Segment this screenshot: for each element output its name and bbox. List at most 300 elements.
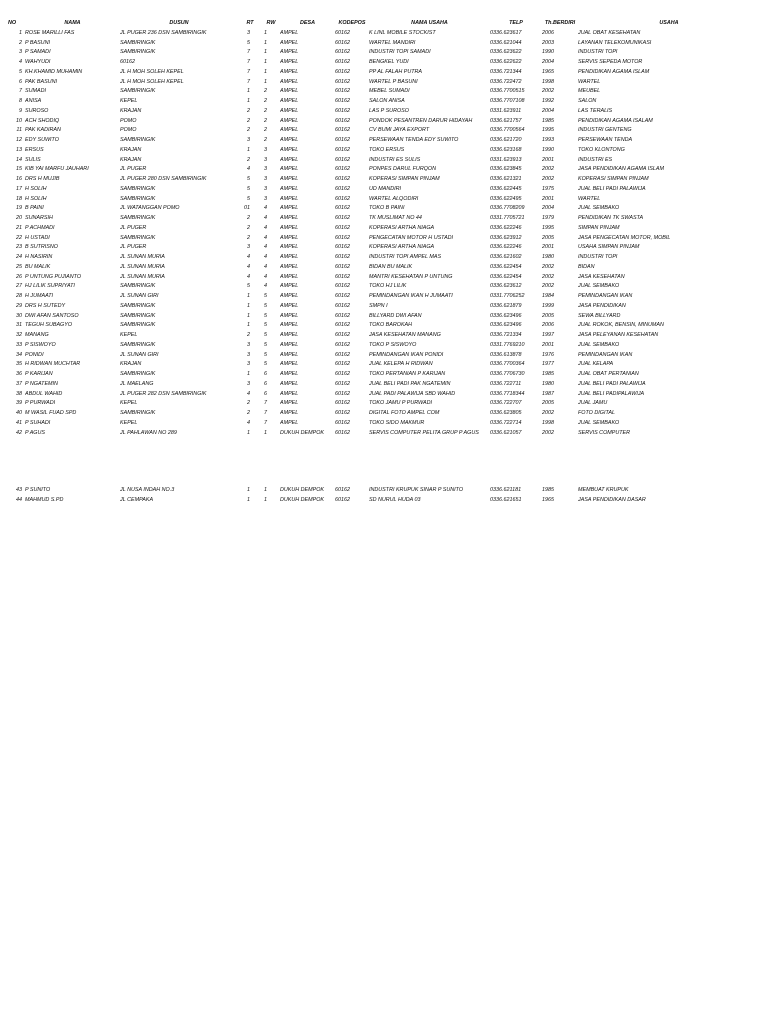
dusun-cell: SAMBIRINGIK — [120, 49, 156, 56]
dusun-cell: JL H MOH SOLEH KEPEL — [120, 78, 184, 85]
nama-cell: P UNTUNG PUJIANTO — [25, 273, 82, 280]
telp-cell: 0336.7706730 — [490, 371, 525, 377]
kodepos-cell: 60162 — [335, 410, 350, 416]
no-cell: 32 — [16, 332, 22, 338]
desa-cell: AMPEL — [280, 117, 299, 124]
nama-cell: DRS H MUJIB — [25, 176, 60, 182]
desa-cell: AMPEL — [280, 146, 299, 153]
nama-usaha-cell: CV BUMI JAYA EXPORT — [369, 127, 430, 134]
no-cell: 16 — [16, 176, 22, 182]
nama-cell: P BASUNI — [25, 39, 50, 46]
rw-cell: 4 — [264, 234, 267, 241]
nama-cell: SUMADI — [25, 88, 46, 95]
telp-cell: 0331.7705721 — [490, 215, 525, 221]
desa-cell: AMPEL — [280, 263, 299, 270]
desa-cell: DUKUH DEMPOK — [280, 487, 325, 493]
usaha-cell: JUAL ROKOK, BENSIN, MINUMAN — [578, 322, 664, 329]
dusun-cell: JL SUNAN MURIA — [120, 273, 165, 280]
rt-cell: 4 — [247, 419, 250, 426]
usaha-cell: LAS TERALIS — [578, 107, 613, 114]
nama-usaha-cell: TOKO BAROKAH — [369, 322, 413, 329]
dusun-cell: SAMBIRINGIK — [120, 322, 156, 329]
rt-cell: 5 — [247, 185, 250, 192]
desa-cell: AMPEL — [280, 254, 299, 260]
kodepos-cell: 60162 — [335, 156, 350, 163]
no-cell: 6 — [19, 78, 22, 85]
dusun-cell: JL H MOH SOLEH KEPEL — [120, 68, 184, 75]
header-rw: RW — [266, 20, 276, 26]
no-cell: 11 — [16, 127, 22, 134]
desa-cell: AMPEL — [280, 273, 299, 280]
nama-cell: PAK KADIRAN — [25, 127, 61, 134]
telp-cell: 0336.621651 — [490, 496, 522, 503]
no-cell: 38 — [16, 390, 22, 397]
usaha-cell: KOPERASI SIMPAN PINJAM — [578, 176, 649, 182]
usaha-cell: JUAL OBAT KESEHATAN — [578, 29, 641, 36]
usaha-cell: PENDIDIKAN TK SWASTA — [578, 215, 644, 221]
nama-cell: P SUHADI — [25, 419, 51, 426]
kodepos-cell: 60162 — [335, 341, 350, 348]
no-cell: 37 — [16, 380, 22, 387]
usaha-cell: JUAL SEMBAKO — [578, 205, 620, 212]
rw-cell: 6 — [264, 390, 267, 397]
table-row — [8, 331, 760, 341]
rt-cell: 1 — [247, 429, 250, 436]
kodepos-cell: 60162 — [335, 137, 350, 143]
dusun-cell: JL MAELANG — [120, 380, 154, 387]
th-berdiri-cell: 2005 — [542, 312, 554, 319]
nama-cell: P SISWOYO — [25, 341, 56, 348]
th-berdiri-cell: 1977 — [542, 361, 554, 368]
rt-cell: 3 — [247, 244, 250, 251]
nama-cell: P NGATEMIN — [25, 380, 58, 387]
nama-cell: PONIDI — [25, 351, 44, 358]
desa-cell: AMPEL — [280, 371, 299, 377]
rt-cell: 2 — [247, 400, 250, 407]
table-row — [8, 87, 760, 97]
desa-cell: AMPEL — [280, 244, 299, 251]
rt-cell: 1 — [247, 487, 250, 493]
telp-cell: 0336.623168 — [490, 146, 522, 153]
header-nama: NAMA — [64, 20, 81, 26]
nama-cell: SUROSO — [25, 107, 49, 114]
kodepos-cell: 60162 — [335, 234, 350, 241]
dusun-cell: SAMBIRINGIK — [120, 137, 156, 143]
table-row — [8, 117, 760, 127]
nama-usaha-cell: TOKO HJ LILIK — [369, 283, 407, 290]
desa-cell: AMPEL — [280, 332, 299, 338]
nama-usaha-cell: K LINL MOBILE STOCKIST — [369, 29, 436, 36]
rw-cell: 3 — [264, 195, 267, 202]
dusun-cell: KRAJAN — [120, 146, 142, 153]
usaha-cell: JUAL OBAT PERTANIAN — [578, 371, 639, 377]
kodepos-cell: 60162 — [335, 361, 350, 368]
dusun-cell: JL PAHLAWAN NO 289 — [120, 429, 177, 436]
rw-cell: 2 — [264, 98, 267, 104]
telp-cell: 0336.623912 — [490, 234, 522, 241]
rt-cell: 2 — [247, 234, 250, 241]
rw-cell: 5 — [264, 322, 267, 329]
telp-cell: 0336.622246 — [490, 244, 522, 251]
rt-cell: 2 — [247, 410, 250, 416]
kodepos-cell: 60162 — [335, 59, 350, 65]
nama-cell: P AGUS — [25, 429, 45, 436]
rt-cell: 3 — [247, 29, 250, 36]
no-cell: 10 — [16, 117, 22, 124]
kodepos-cell: 60162 — [335, 283, 350, 290]
table-row — [8, 78, 760, 88]
header-rt: RT — [246, 20, 254, 26]
table-row — [8, 185, 760, 195]
desa-cell: AMPEL — [280, 127, 299, 134]
kodepos-cell: 60162 — [335, 185, 350, 192]
usaha-cell: WARTEL — [578, 78, 601, 85]
nama-usaha-cell: SALON ANISA — [369, 98, 405, 104]
rw-cell: 1 — [264, 429, 267, 436]
th-berdiri-cell: 1985 — [542, 117, 554, 124]
table-row — [8, 204, 760, 214]
nama-usaha-cell: INDUSTRI TOPI SAMADI — [369, 49, 431, 56]
nama-usaha-cell: TK MUSLIMAT NO 44 — [369, 215, 422, 221]
table-row — [8, 496, 760, 506]
no-cell: 25 — [16, 263, 22, 270]
table-row — [8, 68, 760, 78]
telp-cell: 0336.7700564 — [490, 127, 525, 134]
desa-cell: AMPEL — [280, 215, 299, 221]
rt-cell: 5 — [247, 39, 250, 46]
kodepos-cell: 60162 — [335, 273, 350, 280]
no-cell: 14 — [16, 156, 22, 163]
usaha-cell: JUAL BELI PADIPALAWIJA — [578, 390, 645, 397]
usaha-cell: SIMPAN PINJAM — [578, 224, 620, 231]
dusun-cell: KRAJAN — [120, 361, 142, 368]
rw-cell: 2 — [264, 107, 267, 114]
rt-cell: 01 — [244, 205, 250, 212]
th-berdiri-cell: 1965 — [542, 68, 554, 75]
rw-cell: 1 — [264, 68, 267, 75]
rw-cell: 2 — [264, 88, 267, 95]
rw-cell: 1 — [264, 49, 267, 56]
nama-usaha-cell: KOPERASI ARTHA NIAGA — [369, 244, 435, 251]
telp-cell: 0336.623496 — [490, 312, 522, 319]
nama-cell: DWI AFAN SANTOSO — [25, 312, 79, 319]
table-row — [8, 97, 760, 107]
nama-cell: KH.KHAMID MUHAMIN — [25, 68, 83, 75]
usaha-cell: SERVIS COMPUTER — [578, 429, 631, 436]
header-desa: DESA — [300, 20, 315, 26]
table-row — [8, 282, 760, 292]
rt-cell: 3 — [247, 361, 250, 368]
dusun-cell: KEPEL — [120, 98, 138, 104]
dusun-cell: JL NUSA INDAH NO.3 — [120, 487, 175, 493]
nama-cell: DRS H SUTEDY — [25, 302, 66, 309]
kodepos-cell: 60162 — [335, 351, 350, 358]
rt-cell: 3 — [247, 341, 250, 348]
th-berdiri-cell: 1987 — [542, 390, 554, 397]
desa-cell: AMPEL — [280, 49, 299, 56]
nama-cell: P SUNITO — [25, 487, 51, 493]
rt-cell: 2 — [247, 332, 250, 338]
rw-cell: 7 — [264, 400, 267, 407]
no-cell: 44 — [16, 496, 22, 503]
telp-cell: 0336.7708209 — [490, 205, 525, 212]
rt-cell: 4 — [247, 273, 250, 280]
nama-usaha-cell: INDUSTRI ES SULIS — [369, 156, 421, 163]
usaha-cell: LAYANAN TELEKOMUNIKASI — [578, 39, 652, 46]
usaha-cell: FOTO DIGITAL — [578, 410, 615, 416]
dusun-cell: POMO — [120, 127, 137, 134]
no-cell: 8 — [19, 98, 22, 104]
table-row — [8, 292, 760, 302]
no-cell: 17 — [16, 185, 22, 192]
nama-cell: PAK BASUNI — [25, 78, 57, 85]
telp-cell: 0336.621321 — [490, 176, 522, 182]
table-row — [8, 429, 760, 439]
no-cell: 9 — [19, 107, 22, 114]
th-berdiri-cell: 2004 — [542, 59, 554, 65]
th-berdiri-cell: 2003 — [542, 39, 554, 46]
th-berdiri-cell: 1979 — [542, 215, 554, 221]
kodepos-cell: 60162 — [335, 39, 350, 46]
usaha-cell: JUAL SEMBAKO — [578, 283, 620, 290]
no-cell: 18 — [16, 195, 22, 202]
table-row — [8, 29, 760, 39]
kodepos-cell: 60162 — [335, 371, 350, 377]
no-cell: 2 — [19, 39, 22, 46]
kodepos-cell: 60162 — [335, 224, 350, 231]
kodepos-cell: 60162 — [335, 195, 350, 202]
kodepos-cell: 60162 — [335, 429, 350, 436]
usaha-cell: SALON — [578, 98, 597, 104]
th-berdiri-cell: 2002 — [542, 410, 554, 416]
header-no: NO — [8, 20, 17, 26]
dusun-cell: SAMBIRINGIK — [120, 341, 156, 348]
kodepos-cell: 60162 — [335, 302, 350, 309]
kodepos-cell: 60162 — [335, 98, 350, 104]
nama-usaha-cell: BIDAN BU MALIK — [369, 263, 413, 270]
kodepos-cell: 60162 — [335, 176, 350, 182]
table-row — [8, 263, 760, 273]
table-row — [8, 341, 760, 351]
rw-cell: 7 — [264, 419, 267, 426]
no-cell: 12 — [16, 137, 22, 143]
table-body-continued — [8, 486, 760, 506]
header-row — [8, 19, 760, 29]
no-cell: 40 — [16, 410, 22, 416]
kodepos-cell: 60162 — [335, 400, 350, 407]
dusun-cell: SAMBIRINGIK — [120, 185, 156, 192]
dusun-cell: JL PUGER — [120, 244, 147, 251]
usaha-cell: JUAL JAMU — [578, 400, 608, 407]
telp-cell: 0336.623617 — [490, 29, 522, 36]
nama-usaha-cell: SMPN I — [369, 302, 388, 309]
dusun-cell: SAMBIRINGIK — [120, 39, 156, 46]
usaha-cell: BIDAN — [578, 263, 595, 270]
desa-cell: AMPEL — [280, 156, 299, 163]
rt-cell: 4 — [247, 254, 250, 260]
rw-cell: 4 — [264, 273, 267, 280]
kodepos-cell: 60162 — [335, 380, 350, 387]
kodepos-cell: 60162 — [335, 487, 350, 493]
usaha-cell: PEMINDANGAN IKAN — [578, 293, 633, 299]
rt-cell: 1 — [247, 98, 250, 104]
nama-cell: MANANG — [25, 332, 49, 338]
rt-cell: 5 — [247, 176, 250, 182]
usaha-cell: INDUSTRI TOPI — [578, 254, 618, 260]
nama-cell: MAHMUD S.PD — [25, 496, 64, 503]
th-berdiri-cell: 1998 — [542, 419, 554, 426]
table-row — [8, 48, 760, 58]
dusun-cell: KEPEL — [120, 419, 138, 426]
telp-cell: 0336.722714 — [490, 419, 522, 426]
dusun-cell: KEPEL — [120, 332, 138, 338]
table-row — [8, 136, 760, 146]
no-cell: 23 — [16, 244, 22, 251]
nama-usaha-cell: PEMINDANGAN IKAN H JUMAATI — [369, 293, 453, 299]
usaha-cell: JASA PENDIDIKAN AGAMA ISLAM — [578, 166, 664, 173]
rw-cell: 1 — [264, 29, 267, 36]
nama-usaha-cell: MANTRI KESEHATAN P UNTUNG — [369, 273, 453, 280]
rt-cell: 2 — [247, 107, 250, 114]
nama-usaha-cell: KOPERASI SIMPAN PINJAM — [369, 176, 440, 182]
desa-cell: AMPEL — [280, 400, 299, 407]
usaha-cell: JUAL SEMBAKO — [578, 419, 620, 426]
table-row — [8, 195, 760, 205]
rt-cell: 2 — [247, 127, 250, 134]
dusun-cell: SAMBIRINGIK — [120, 371, 156, 377]
table-row — [8, 175, 760, 185]
rt-cell: 4 — [247, 263, 250, 270]
dusun-cell: SAMBIRINGIK — [120, 283, 156, 290]
telp-cell: 0331.623913 — [490, 156, 522, 163]
rw-cell: 2 — [264, 117, 267, 124]
th-berdiri-cell: 2005 — [542, 400, 554, 407]
kodepos-cell: 60162 — [335, 419, 350, 426]
rt-cell: 2 — [247, 224, 250, 231]
table-row — [8, 107, 760, 117]
rt-cell: 1 — [247, 371, 250, 377]
rw-cell: 4 — [264, 215, 267, 221]
header-th-berdiri: Th.BERDIRI — [544, 20, 576, 26]
rw-cell: 1 — [264, 39, 267, 46]
nama-cell: HJ LILIK SUPRIYATI — [25, 283, 75, 290]
th-berdiri-cell: 1976 — [542, 351, 554, 358]
dusun-cell: JL PUGER 236 DSN SAMBIRINGIK — [120, 29, 207, 36]
th-berdiri-cell: 2002 — [542, 273, 554, 280]
nama-cell: ROSE MARILLI FAS — [25, 29, 75, 36]
th-berdiri-cell: 2006 — [542, 29, 554, 36]
rt-cell: 7 — [247, 68, 250, 75]
telp-cell: 0336.721344 — [490, 68, 522, 75]
nama-usaha-cell: BENGKEL YUDI — [369, 59, 409, 65]
desa-cell: AMPEL — [280, 361, 299, 368]
nama-usaha-cell: WARTEL MANDIRI — [369, 39, 416, 46]
nama-usaha-cell: KOPERASI ARTHA NIAGA — [369, 224, 435, 231]
telp-cell: 0336.722472 — [490, 78, 522, 85]
no-cell: 5 — [19, 68, 22, 75]
dusun-cell: SAMBIRINGIK — [120, 410, 156, 416]
nama-usaha-cell: JUAL BELI PADI PAK NGATEMIN — [369, 380, 451, 387]
nama-cell: ACH SHODIQ — [25, 117, 60, 124]
no-cell: 36 — [16, 371, 22, 377]
th-berdiri-cell: 1980 — [542, 380, 554, 387]
th-berdiri-cell: 1999 — [542, 302, 554, 309]
telp-cell: 0336.7700364 — [490, 361, 525, 368]
dusun-cell: SAMBIRINGIK — [120, 215, 156, 221]
telp-cell: 0336.622246 — [490, 224, 522, 231]
usaha-cell: PERSEWAAN TENDA — [578, 137, 633, 143]
usaha-cell: TOKO KLONTONG — [578, 146, 625, 153]
desa-cell: AMPEL — [280, 195, 299, 202]
desa-cell: AMPEL — [280, 380, 299, 387]
table-row — [8, 390, 760, 400]
dusun-cell: KRAJAN — [120, 156, 142, 163]
no-cell: 20 — [16, 215, 22, 221]
nama-usaha-cell: JASA KESEHATAN MANANG — [369, 332, 441, 338]
nama-usaha-cell: TOKO ERSUS — [369, 146, 405, 153]
telp-cell: 0336.621879 — [490, 302, 522, 309]
nama-cell: H SOLIH — [25, 195, 47, 202]
kodepos-cell: 60162 — [335, 78, 350, 85]
nama-cell: ANISA — [25, 98, 42, 104]
nama-cell: EDY SUWITO — [25, 137, 59, 143]
rt-cell: 1 — [247, 146, 250, 153]
th-berdiri-cell: 1995 — [542, 127, 554, 134]
usaha-cell: JASA PENDIDIKAN DASAR — [578, 496, 646, 503]
nama-usaha-cell: TOKO B PAINI — [369, 205, 405, 212]
table-row — [8, 409, 760, 419]
rw-cell: 5 — [264, 312, 267, 319]
rt-cell: 3 — [247, 380, 250, 387]
th-berdiri-cell: 1993 — [542, 137, 554, 143]
rw-cell: 1 — [264, 59, 267, 65]
table-row — [8, 360, 760, 370]
table-row — [8, 351, 760, 361]
no-cell: 31 — [16, 322, 22, 329]
rt-cell: 4 — [247, 390, 250, 397]
rt-cell: 5 — [247, 283, 250, 290]
nama-usaha-cell: TOKO PERTANIAN P KARIJAN — [369, 371, 446, 377]
nama-cell: ABDUL WAHID — [25, 390, 63, 397]
nama-usaha-cell: UD MANDIRI — [369, 185, 402, 192]
no-cell: 42 — [16, 429, 22, 436]
dusun-cell: JL SUNAN GIRI — [120, 293, 159, 299]
nama-usaha-cell: PERSEWAAN TENDA EDY SUWITO — [369, 137, 459, 143]
table-row — [8, 321, 760, 331]
table-row — [8, 243, 760, 253]
rt-cell: 3 — [247, 137, 250, 143]
th-berdiri-cell: 2004 — [542, 205, 554, 212]
usaha-cell: MEMBUAT KRUPUK — [578, 487, 629, 493]
telp-cell: 0336.621720 — [490, 137, 522, 143]
th-berdiri-cell: 2001 — [542, 244, 554, 251]
header-dusun: DUSUN — [169, 20, 189, 26]
no-cell: 22 — [16, 234, 22, 241]
desa-cell: AMPEL — [280, 224, 299, 231]
desa-cell: AMPEL — [280, 341, 299, 348]
desa-cell: AMPEL — [280, 137, 299, 143]
rw-cell: 1 — [264, 487, 267, 493]
th-berdiri-cell: 2002 — [542, 429, 554, 436]
telp-cell: 0336.623622 — [490, 49, 522, 56]
dusun-cell: SAMBIRINGIK — [120, 302, 156, 309]
th-berdiri-cell: 2005 — [542, 234, 554, 241]
telp-cell: 0336.622454 — [490, 273, 522, 280]
rw-cell: 4 — [264, 205, 267, 212]
no-cell: 15 — [16, 166, 22, 173]
dusun-cell: KRAJAN — [120, 107, 142, 114]
rw-cell: 3 — [264, 146, 267, 153]
